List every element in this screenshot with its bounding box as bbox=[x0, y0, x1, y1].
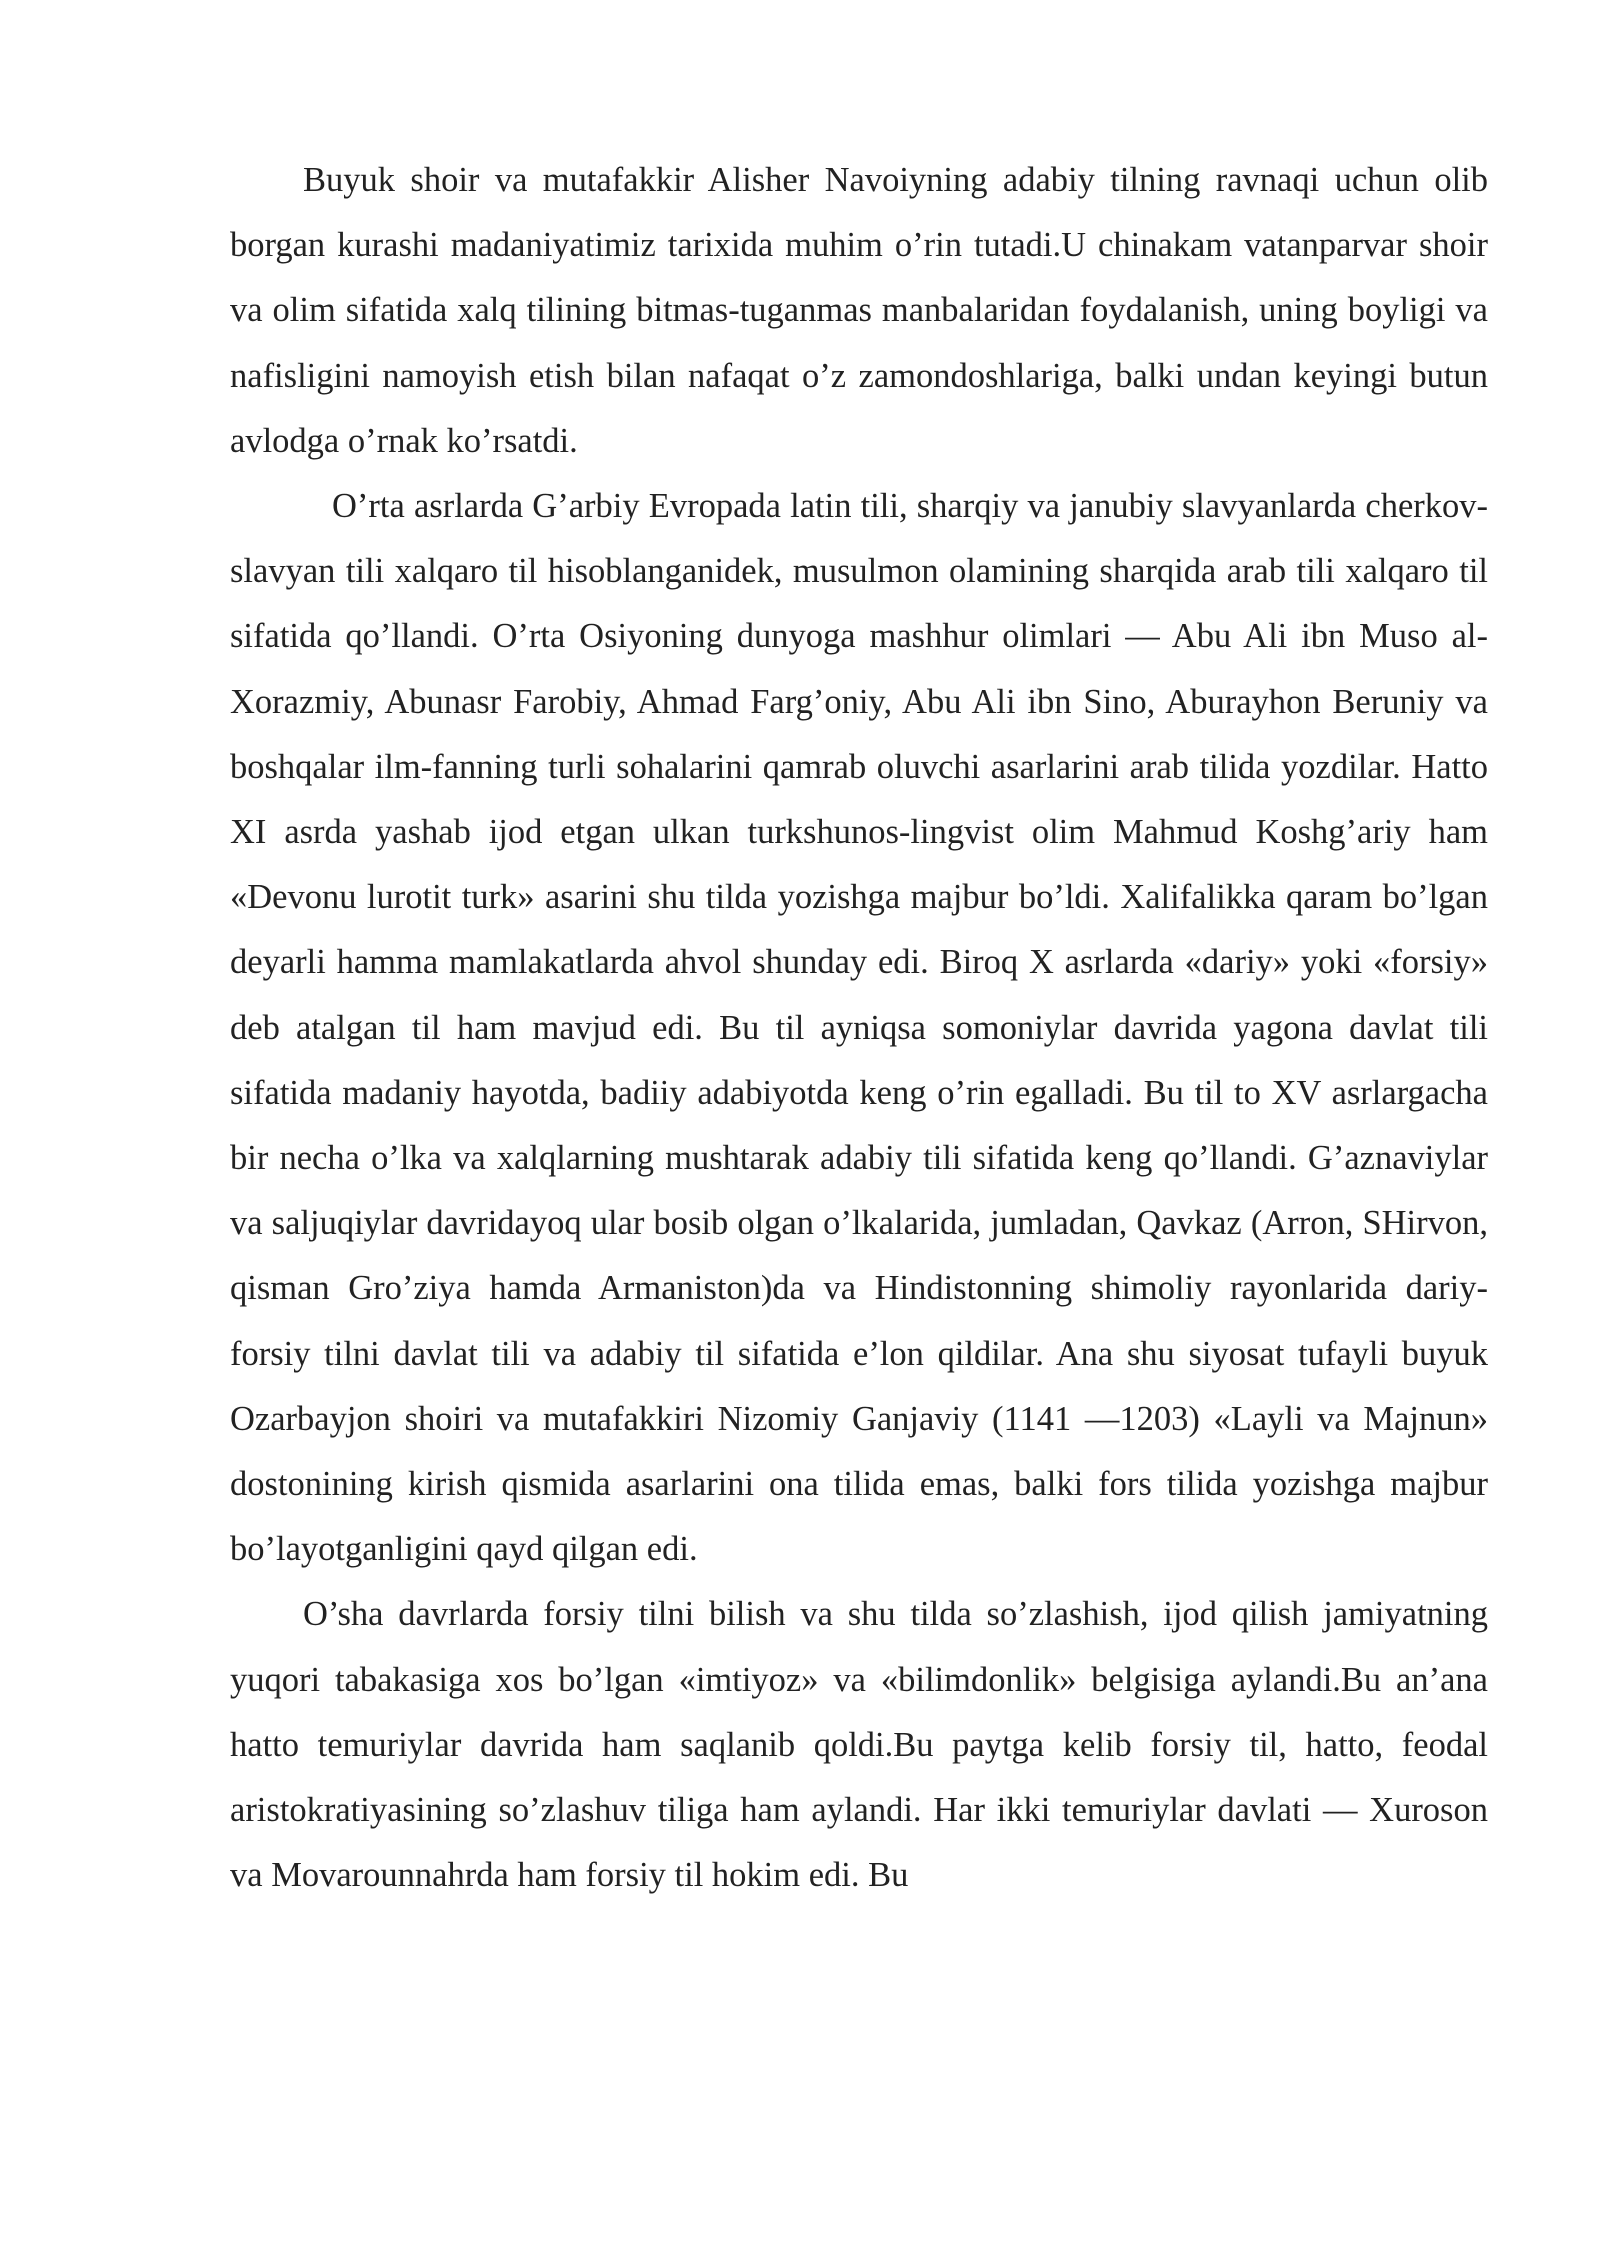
document-page bbox=[230, 148, 1488, 1908]
paragraph-persian-era: O’sha davrlarda forsiy tilni bilish va shu tilda so’zlashish, ijod qilish jamiyatning yuqori tabakasiga xos bo’lgan «imtiyoz» va «bilimdonlik» belgisiga aylandi.Bu an’ana hatto temuriylar davrida ham saqlanib qoldi.Bu paytga kelib forsiy til, hatto, feodal aristokratiyasining so’zlashuv tiliga ham aylandi. Har ikki temuriylar davlati — Xuroson va Movarounnahrda ham forsiy til hokim edi. Bu bbox=[230, 1595, 1488, 1895]
paragraph-navoiy: Buyuk shoir va mutafakkir Alisher Navoiyning adabiy tilning ravnaqi uchun olib borgan kurashi madaniyatimiz tarixida muhim o’rin tutadi.U chinakam vatanparvar shoir va olim sifatida xalq tilining bitmas-tuganmas manbalaridan foydalanish, uning boyligi va nafisligini namoyish etish bilan nafaqat o’z zamondoshlariga, balki undan keyingi butun avlodga o’rnak ko’rsatdi. bbox=[230, 161, 1488, 460]
paragraph-middle-ages-languages: O’rta asrlarda G’arbiy Evropada latin tili, sharqiy va janubiy slavyanlarda cherkov-slavyan tili xalqaro til hisoblanganidek, musulmon olamining sharqida arab tili xalqaro til sifatida qo’llandi. O’rta Osiyoning dunyoga mashhur olimlari — Abu Ali ibn Muso al-Xorazmiy, Abunasr Farobiy, Ahmad Farg’oniy, Abu Ali ibn Sino, Aburayhon Beruniy va boshqalar ilm-fanning turli sohalarini qamrab oluvchi asarlarini arab tilida yozdilar. Hatto XI asrda yashab ijod etgan ulkan turkshunos-lingvist olim Mahmud Koshg’ariy ham «Devonu lurotit turk» asarini shu tilda yozishga majbur bo’ldi. Xalifalikka qaram bo’lgan deyarli hamma mamlakatlarda ahvol shunday edi. Biroq X asrlarda «dariy» yoki «forsiy» deb atalgan til ham mavjud edi. Bu til ayniqsa somoniylar davrida yagona davlat tili sifatida madaniy hayotda, badiiy adabiyotda keng o’rin egalladi. Bu til to XV asrlargacha bir necha o’lka va xalqlarning mushtarak adabiy tili sifatida keng qo’llandi. G’aznaviylar va saljuqiylar davridayoq ular bosib olgan o’lkalarida, jumladan, Qavkaz (Arron, SHirvon, qisman Gro’ziya hamda Armaniston)da va Hindistonning shimoliy rayonlarida dariy-forsiy tilni davlat tili va adabiy til sifatida e’lon qildilar. Ana shu siyosat tufayli buyuk Ozarbayjon shoiri va mutafakkiri Nizomiy Ganjaviy (1141 —1203) «Layli va Majnun» dostonining kirish qismida asarlarini ona tilida emas, balki fors tilida yozishga majbur bo’layotganligini qayd qilgan edi. bbox=[230, 487, 1488, 1569]
